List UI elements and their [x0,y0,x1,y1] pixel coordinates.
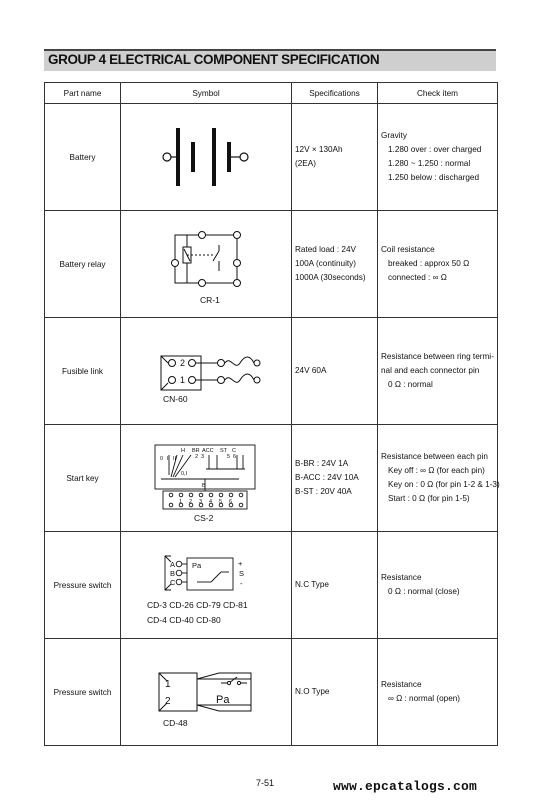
table-row [45,318,498,425]
check-line: ∞ Ω : normal (open) [388,694,461,703]
pin-number: 6 [233,454,237,460]
pressure-switch-no-symbol [121,639,292,746]
specifications [292,639,378,746]
relay-symbol-icon [121,211,292,317]
check-line: Resistance [381,680,422,689]
terminal-label: BR [192,448,200,454]
key-pos-label: II [173,456,177,462]
connector-label: CD-3 CD-26 CD-79 CD-81 [147,600,248,610]
check-line: Start : 0 Ω (for pin 1-5) [388,494,470,503]
table-row [45,639,498,746]
fusible-link-icon [121,318,292,424]
pressure-label: Pa [192,561,202,570]
pin-number: 3 [199,499,203,505]
part-name: Battery [45,104,121,211]
terminal-sign: S [239,569,245,578]
table-row [45,211,498,318]
spec-line: B-BR : 24V 1A [295,459,349,468]
key-pos-label: I [167,456,169,462]
check-line: Resistance between ring termi- [381,352,494,361]
terminal-label: B [202,483,206,489]
col-header-specifications: Specifications [292,83,378,104]
pin-number: 4 [209,499,213,505]
pin-number: 1 [179,499,183,505]
fusible-link-symbol [121,318,292,425]
section-title: GROUP 4 ELECTRICAL COMPONENT SPECIFICATION [48,52,380,67]
key-pos-label: H [181,448,185,454]
check-line: Resistance between each pin [381,452,488,461]
check-line: 1.250 below : discharged [388,173,480,182]
part-name: Start key [45,425,121,532]
spec-line: B-ACC : 24V 10A [295,473,359,482]
check-item [378,318,498,425]
table-row [45,104,498,211]
col-header-symbol: Symbol [121,83,292,104]
pin-label: 1 [165,679,171,690]
pin-label: A [170,560,176,569]
check-line: Coil resistance [381,245,435,254]
check-line: connected : ∞ Ω [388,273,447,282]
terminal-label: ACC [202,448,214,454]
check-line: Key on : 0 Ω (for pin 1-2 & 1-3) [388,480,500,489]
spec-line: (2EA) [295,159,316,168]
pressure-switch-nc-symbol [121,532,292,639]
check-item [378,425,498,532]
pin-label: B [170,569,176,578]
terminal-label: C [232,448,236,454]
spec-line: 24V 60A [295,366,327,375]
terminal-sign: - [240,579,243,588]
pin-number: 2 [189,499,193,505]
part-name: Battery relay [45,211,121,318]
spec-line: B-ST : 20V 40A [295,487,352,496]
check-line: 1.280 over : over charged [388,145,482,154]
battery-relay-symbol [121,211,292,318]
specifications [292,532,378,639]
terminal-sign: + [238,559,243,568]
pin-number: 3 [201,454,205,460]
pin-label: 2 [165,696,171,707]
section-title-bar [44,49,496,71]
check-line: Key off : ∞ Ω (for each pin) [388,466,485,475]
check-line: nal and each connector pin [381,366,480,375]
start-key-icon [121,425,292,531]
page-number: 7-51 [256,778,275,788]
pin-number: 2 [195,454,199,460]
watermark-site: www.epcatalogs.com [333,779,478,794]
battery-symbol [121,104,292,211]
table-row [45,425,498,532]
specifications [292,425,378,532]
pin-label: C [170,578,176,587]
pressure-switch-no-icon [121,639,292,745]
check-line: breaked : approx 50 Ω [388,259,470,268]
specifications [292,211,378,318]
part-name: Fusible link [45,318,121,425]
specifications [292,318,378,425]
spec-line: 100A (continuity) [295,259,356,268]
pin-number: 6 [229,499,233,505]
specifications [292,104,378,211]
pin-number: 5 [219,499,223,505]
part-name: Pressure switch [45,532,121,639]
spec-line: 1000A (30seconds) [295,273,366,282]
pin-label: 1 [180,375,186,385]
relay-label: CR-1 [200,295,220,305]
pressure-label: Pa [216,694,230,706]
spec-line: N.O Type [295,687,330,696]
col-header-check-item: Check item [378,83,498,104]
connector-label: CS-2 [194,513,214,523]
connector-label: CN-60 [163,394,188,404]
check-item [378,211,498,318]
pressure-switch-nc-icon [121,532,292,638]
battery-symbol-icon [121,104,292,210]
key-pos-label: 0,I [181,471,188,477]
check-line: 1.280 ~ 1.250 : normal [388,159,471,168]
connector-label: CD-4 CD-40 CD-80 [147,615,221,625]
spec-line: Rated load : 24V [295,245,356,254]
pin-number: 5 [227,454,231,460]
connector-label: CD-48 [163,718,188,728]
check-item [378,639,498,746]
spec-table [44,82,498,746]
key-pos-label: 0 [160,456,164,462]
check-line: Gravity [381,131,407,140]
terminal-label: ST [220,448,228,454]
check-line: 0 Ω : normal (close) [388,587,460,596]
check-item [378,532,498,639]
part-name: Pressure switch [45,639,121,746]
col-header-part-name: Part name [45,83,121,104]
table-header-row [45,83,498,104]
check-item [378,104,498,211]
check-line: 0 Ω : normal [388,380,433,389]
check-line: Resistance [381,573,422,582]
spec-line: N.C Type [295,580,329,589]
spec-line: 12V × 130Ah [295,145,343,154]
start-key-symbol [121,425,292,532]
table-row [45,532,498,639]
pin-label: 2 [180,358,186,368]
